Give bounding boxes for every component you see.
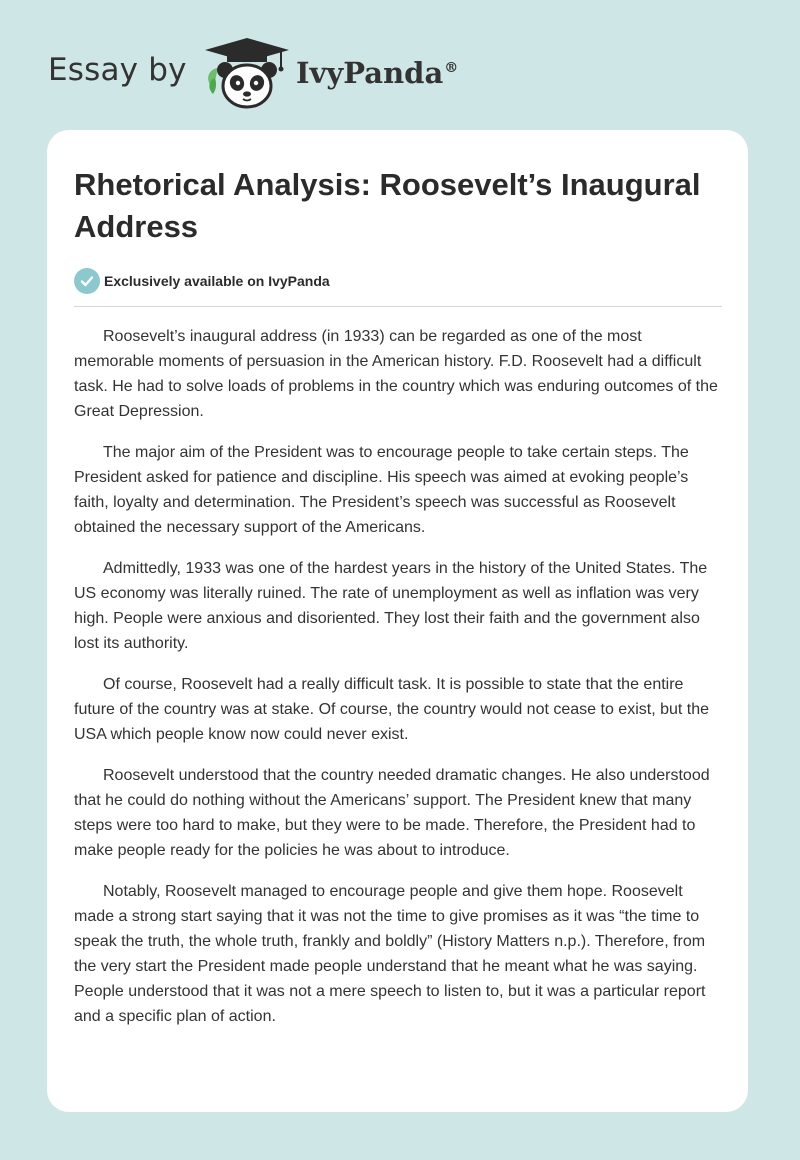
- registered-mark: ®: [444, 60, 459, 77]
- essay-card: [47, 130, 748, 1112]
- essay-by-label: Essay by: [48, 52, 187, 88]
- paragraph: Roosevelt’s inaugural address (in 1933) can be regarded as one of the most memorable moments of persuasion in the American history. F.D. Roosevelt had a difficult task. He had to solve loads of problems in the country which was enduring outcomes of the Great Depression.: [74, 328, 718, 420]
- panda-graduate-icon: [203, 34, 291, 110]
- essay-body: [74, 324, 722, 1029]
- paragraph: The major aim of the President was to encourage people to take certain steps. The President asked for patience and discipline. His speech was aimed at evoking people’s faith, loyalty and determination. The President’s speech was successful as Roosevelt obtained the necessary support of the Americans.: [74, 444, 689, 536]
- exclusive-badge: [74, 267, 722, 295]
- exclusive-badge-label: Exclusively available on IvyPanda: [104, 273, 330, 289]
- brand-name: IvyPanda®: [296, 56, 459, 90]
- paragraph: Of course, Roosevelt had a really difficult task. It is possible to state that the entire future of the country was at stake. Of course, the country would not cease to exist, but the USA which people know now could never exist.: [74, 676, 710, 743]
- paragraph: Notably, Roosevelt managed to encourage people and give them hope. Roosevelt made a strong start saying that it was not the time to give promises as it was “the time to speak the truth, the whole truth, frankly and boldly” (History Matters n.p.). Therefore, from the very start the President made people understand that he meant what he was saying. People understood that it was not a mere speech to listen to, but it was a particular report and a specific plan of action.: [74, 883, 706, 1025]
- paragraph: Admittedly, 1933 was one of the hardest years in the history of the United States. The US economy was literally ruined. The rate of unemployment as well as inflation was very high. People were anxious and disoriented. They lost their faith and the government also lost its authority.: [74, 560, 708, 652]
- brand-header: [48, 30, 508, 110]
- paragraph: Roosevelt understood that the country needed dramatic changes. He also understood that he could do nothing without the Americans’ support. The President knew that many steps were too hard to make, but they were to be made. Therefore, the President had to make people ready for the policies he was about to introduce.: [74, 767, 710, 859]
- check-icon: [74, 268, 100, 294]
- title-divider: [74, 306, 722, 307]
- page-title: Rhetorical Analysis: Roosevelt’s Inaugural Address: [74, 167, 701, 244]
